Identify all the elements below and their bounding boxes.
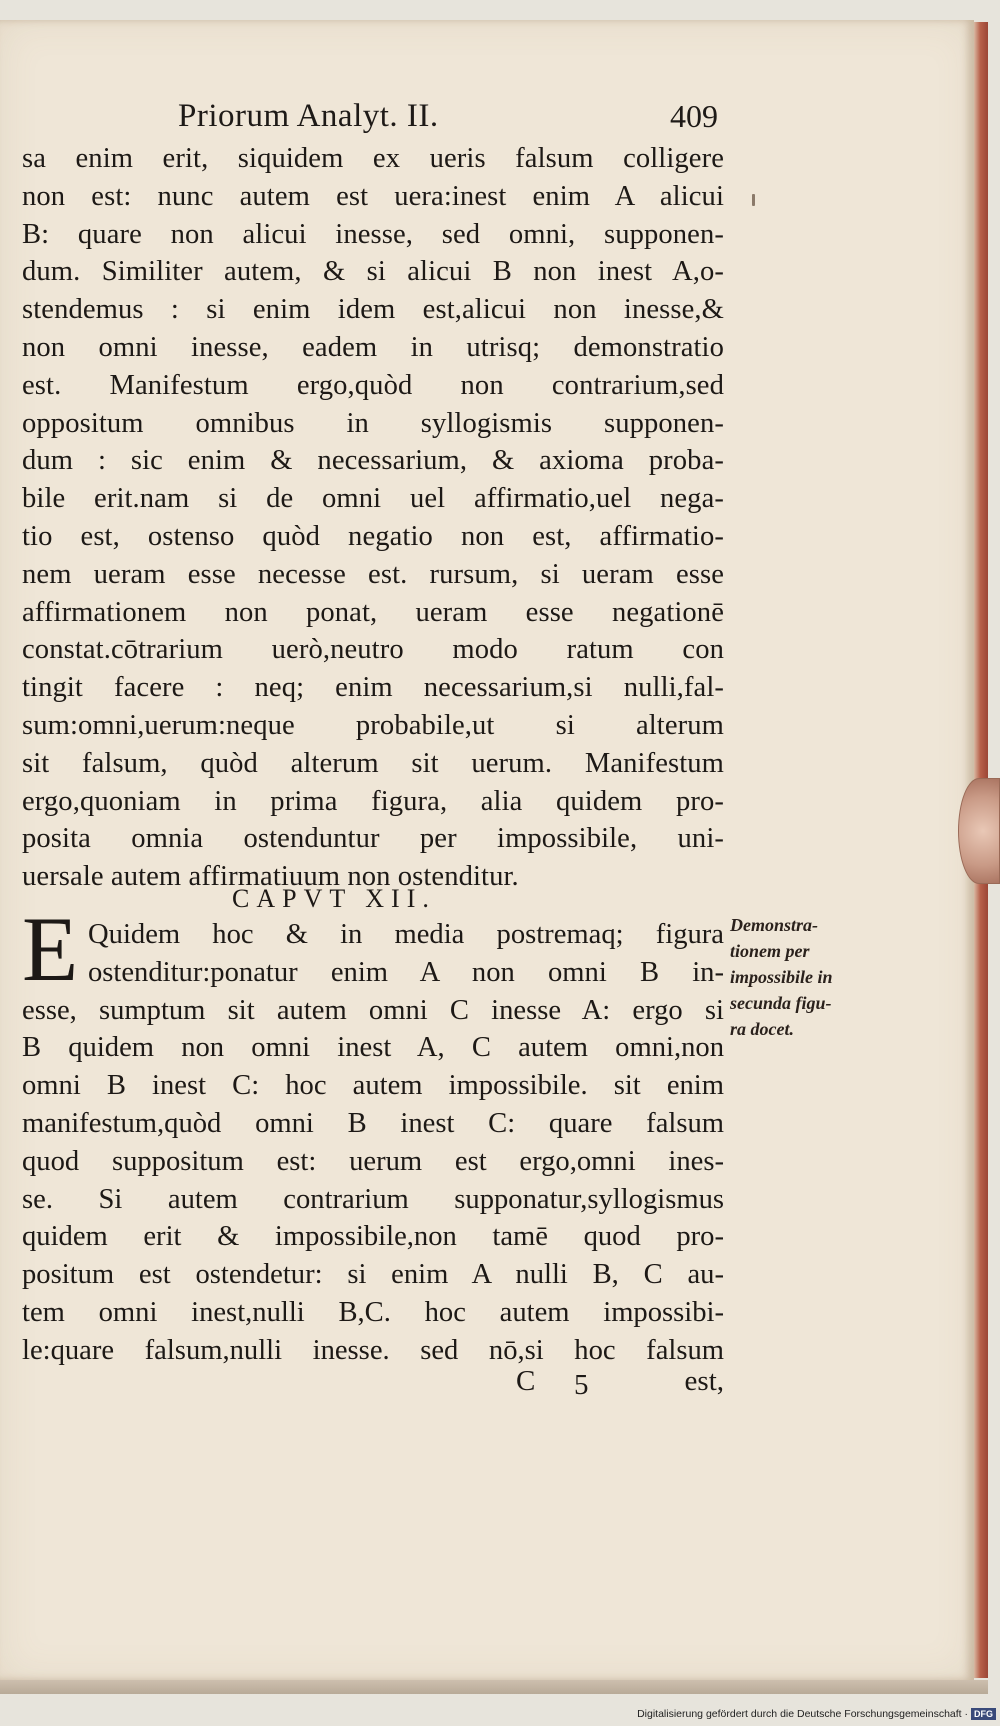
chapter-heading: CAPVT XII. <box>232 884 436 913</box>
text-line: positum est ostendetur: si enim A nulli B, C au- <box>22 1259 724 1291</box>
text-line: B: quare non alicui inesse, sed omni, supponen- <box>22 218 724 250</box>
text-line: se. Si autem contrarium supponatur,syllogismus <box>22 1183 724 1215</box>
text-line: est. Manifestum ergo,quòd non contrarium,sed <box>22 369 724 401</box>
text-line: ergo,quoniam in prima figura, alia quidem pro- <box>22 785 724 817</box>
drop-cap: E <box>22 898 79 1000</box>
marginal-note-line: tionem per <box>730 941 810 961</box>
text-line: tem omni inest,nulli B,C. hoc autem impossibi- <box>22 1296 724 1328</box>
dfg-logo: DFG <box>971 1708 996 1720</box>
page-number: 409 <box>670 98 718 134</box>
text-line: sum:omni,uerum:neque probabile,ut si alterum <box>22 709 724 741</box>
text-line: quidem erit & impossibile,non tamē quod pro- <box>22 1221 724 1253</box>
digitization-credit <box>592 1708 996 1724</box>
chapter-text <box>22 916 724 1370</box>
text-line: dum. Similiter autem, & si alicui B non inest A,o- <box>22 256 724 288</box>
catchword: est, <box>684 1365 724 1397</box>
text-line: sit falsum, quòd alterum sit uerum. Manifestum <box>22 747 724 779</box>
text-line: uersale autem affirmatiuum non ostenditur. <box>22 861 519 893</box>
margin-mark <box>752 194 755 206</box>
signature-number: 5 <box>574 1369 589 1401</box>
text-line: Quidem hoc & in media postremaq; figura <box>88 919 724 950</box>
text-line: tingit facere : neq; enim necessarium,si nulli,fal- <box>22 672 724 704</box>
text-line: quod suppositum est: uerum est ergo,omni ines- <box>22 1145 724 1177</box>
marginal-note <box>730 912 870 1042</box>
page-bottom-edge <box>0 1680 988 1694</box>
text-line: constat.cōtrarium uerò,neutro modo ratum con <box>22 634 724 666</box>
text-line: stendemus : si enim idem est,alicui non inesse,& <box>22 294 724 326</box>
text-line: manifestum,quòd omni B inest C: quare falsum <box>22 1107 724 1139</box>
text-line: sa enim erit, siquidem ex ueris falsum colligere <box>22 143 724 174</box>
text-line: esse, sumptum sit autem omni C inesse A: ergo si <box>22 994 724 1026</box>
text-line: tio est, ostenso quòd negatio non est, affirmatio- <box>22 520 724 552</box>
signature-line <box>516 1365 724 1405</box>
main-text <box>22 140 724 896</box>
text-line: B quidem non omni inest A, C autem omni,non <box>22 1032 724 1064</box>
bookmark-clip <box>958 778 1000 884</box>
text-line: non est: nunc autem est uera:inest enim A alicui <box>22 180 724 212</box>
marginal-note-line: impossibile in <box>730 967 833 987</box>
marginal-note-line: Demonstra- <box>730 915 819 935</box>
page-header <box>178 98 718 138</box>
text-line: le:quare falsum,nulli inesse. sed nō,si hoc falsum <box>22 1334 724 1366</box>
signature-mark: C <box>516 1365 536 1397</box>
running-head: Priorum Analyt. II. <box>178 98 439 134</box>
text-line: ostenditur:ponatur enim A non omni B in- <box>88 956 724 988</box>
text-line: non omni inesse, eadem in utrisq; demonstratio <box>22 331 724 363</box>
credit-text: Digitalisierung gefördert durch die Deutsche Forschungsgemeinschaft · <box>637 1708 968 1720</box>
text-line: bile erit.nam si de omni uel affirmatio,uel nega- <box>22 483 724 515</box>
text-line: posita omnia ostenduntur per impossibile, uni- <box>22 823 724 855</box>
text-line: dum : sic enim & necessarium, & axioma proba- <box>22 445 724 477</box>
text-line: nem ueram esse necesse est. rursum, si ueram esse <box>22 558 724 590</box>
text-line: omni B inest C: hoc autem impossibile. sit enim <box>22 1070 724 1102</box>
marginal-note-line: ra docet. <box>730 1019 794 1039</box>
text-line: affirmationem non ponat, ueram esse negationē <box>22 596 724 628</box>
text-line: oppositum omnibus in syllogismis supponen- <box>22 407 724 439</box>
marginal-note-line: secunda figu- <box>730 993 832 1013</box>
